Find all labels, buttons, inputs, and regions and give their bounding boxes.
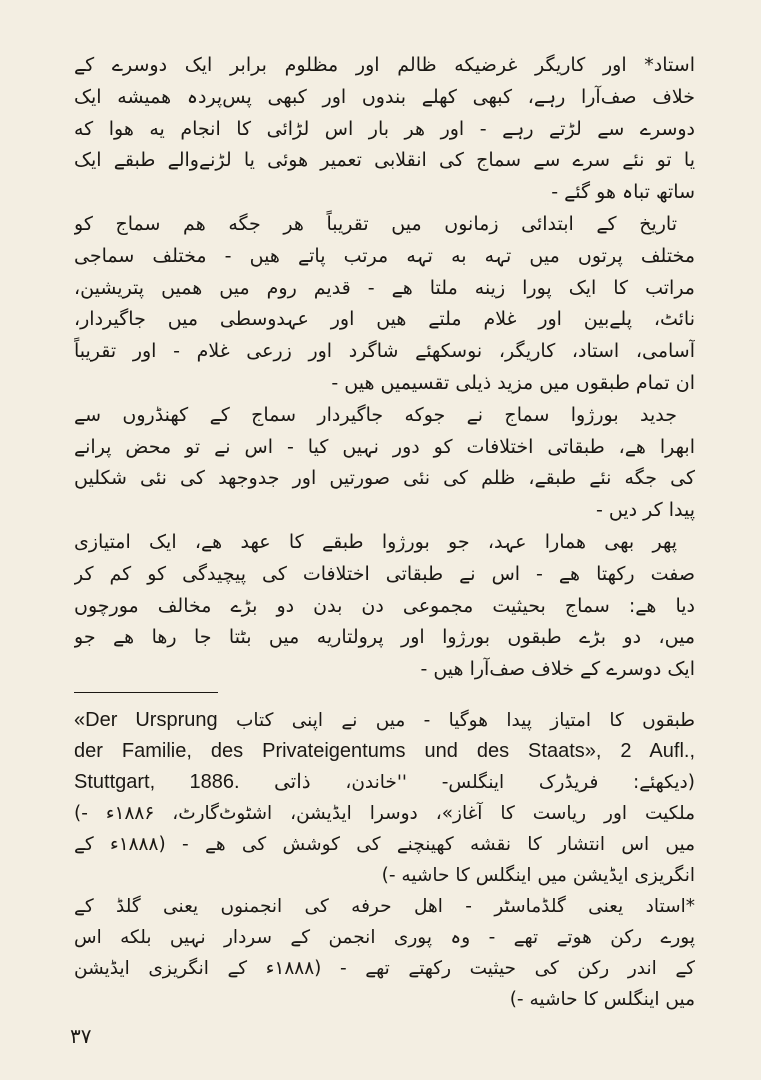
footnote-line — [74, 705, 695, 736]
paragraph-3 — [74, 400, 695, 527]
text-line: جدید بورژوا سماج نے جوکه جاگیردار سماج کے کھنڈروں سے — [74, 403, 677, 426]
text-line: دوسرے سے لڑتے رہے - اور هر بار اس لڑائی کا انجام یه هوا که — [74, 117, 695, 140]
text-line: پیدا کر دیں - — [596, 499, 695, 522]
text-line: خلاف صف‌آرا رہے، کبھی کھلے بندوں اور کبھی پس‌پردہ همیشه ایک — [74, 85, 695, 108]
text-line: میں، دو بڑے طبقوں بورژوا اور پرولتاریه میں بٹتا جا رها هے جو — [74, 626, 695, 649]
text-line: صفت رکھتا هے - اس نے طبقاتی اختلافات کی پیچیدگی کو کم کر — [74, 562, 695, 585]
text-line: ساتھ تباہ هو گئے - — [551, 181, 695, 204]
text-line: استاد* اور کاریگر غرضیکه ظالم اور مظلوم برابر ایک دوسرے کے — [74, 54, 695, 76]
text-line: ابھرا هے، طبقاتی اختلافات کو دور نہیں کیا - اس نے تو محض پرانے — [74, 435, 695, 458]
text-line: نائٹ، پلےبین اور غلام ملتے هیں اور عہدوسطی میں جاگیردار، — [74, 308, 695, 331]
text-line: آسامی، استاد، کاریگر، نوسکھئے شاگرد اور زرعی غلام - اور تقریباً — [74, 340, 695, 363]
footnote-line: انگریزی ایڈیشن میں اینگلس کا حاشیه -) — [381, 864, 695, 886]
footnote-line: *استاد یعنی گلڈماسٹر - اهل حرفه کی انجمنوں یعنی گلڈ کے — [74, 895, 695, 917]
text-line: ان تمام طبقوں میں مزید ذیلی تقسیمیں هیں - — [331, 371, 695, 394]
text-line: ایک دوسرے کے خلاف صف‌آرا هیں - — [420, 658, 695, 681]
footnote-latin: Stuttgart, 1886. ذاتی — [74, 770, 311, 793]
paragraph-4 — [74, 527, 695, 686]
footnote-line: ملکیت اور ریاست کا آغاز»، دوسرا ایڈیشن، اشٹوٹ‌گارٹ، ۱۸۸۶ء -) — [74, 802, 695, 824]
footnote-line — [74, 767, 695, 798]
footnote-line-latin: der Familie, des Privateigentums und des Staats», 2 Aufl., — [74, 739, 695, 762]
paragraph-2 — [74, 209, 695, 400]
text-line: دیا هے: سماج بحیثیت مجموعی دن بدن دو بڑے مخالف مورچوں — [74, 594, 695, 617]
footnote-text: (دیکھئے: فریڈرک اینگلس- ''خاندن، — [345, 771, 695, 793]
footnote-line: کے اندر رکن کی حیثیت رکھتے تھے - (۱۸۸۸ء کے انگریزی ایڈیشن — [74, 957, 695, 979]
text-line: یا تو نئے سرے سے سماج کی انقلابی تعمیر هوئی یا لڑنے‌والے طبقے ایک — [74, 149, 695, 172]
text-line: کی جگه نئے طبقے، ظلم کی نئی صورتیں اور جدوجهد کی نئی شکلیں — [74, 467, 695, 490]
main-text — [74, 50, 695, 686]
footnote-divider — [74, 692, 218, 693]
text-line: پھر بھی همارا عہد، جو بورژوا طبقے کا عهد هے، ایک امتیازی — [74, 530, 677, 553]
footnotes — [74, 705, 695, 1015]
footnote-text: طبقوں کا امتیاز پیدا هوگیا - میں نے اپنی کتاب — [235, 709, 695, 731]
footnote-2 — [74, 891, 695, 1015]
footnote-line: میں اینگلس کا حاشیه -) — [509, 988, 695, 1010]
page-number: ۳۷ — [70, 1024, 92, 1048]
footnote-line: پورے رکن هوتے تھے - وہ پوری انجمن کے سردار نہیں بلکه اس — [74, 926, 695, 948]
footnote-1 — [74, 705, 695, 891]
footnote-line: میں اس انتشار کا نقشه کھینچنے کی کوشش کی هے - (۱۸۸۸ء کے — [74, 833, 695, 855]
book-title-latin: «Der Ursprung — [74, 708, 218, 731]
paragraph-1 — [74, 50, 695, 209]
text-line: مختلف پرتوں میں تہه به تہه مرتب پاتے هیں - مختلف سماجی — [74, 244, 695, 267]
text-line: مراتب کا ایک پورا زینه ملتا هے - قدیم روم میں همیں پتریشین، — [74, 276, 695, 299]
text-line: تاریخ کے ابتدائی زمانوں میں تقریباً هر جگه هم سماج کو — [74, 212, 677, 235]
